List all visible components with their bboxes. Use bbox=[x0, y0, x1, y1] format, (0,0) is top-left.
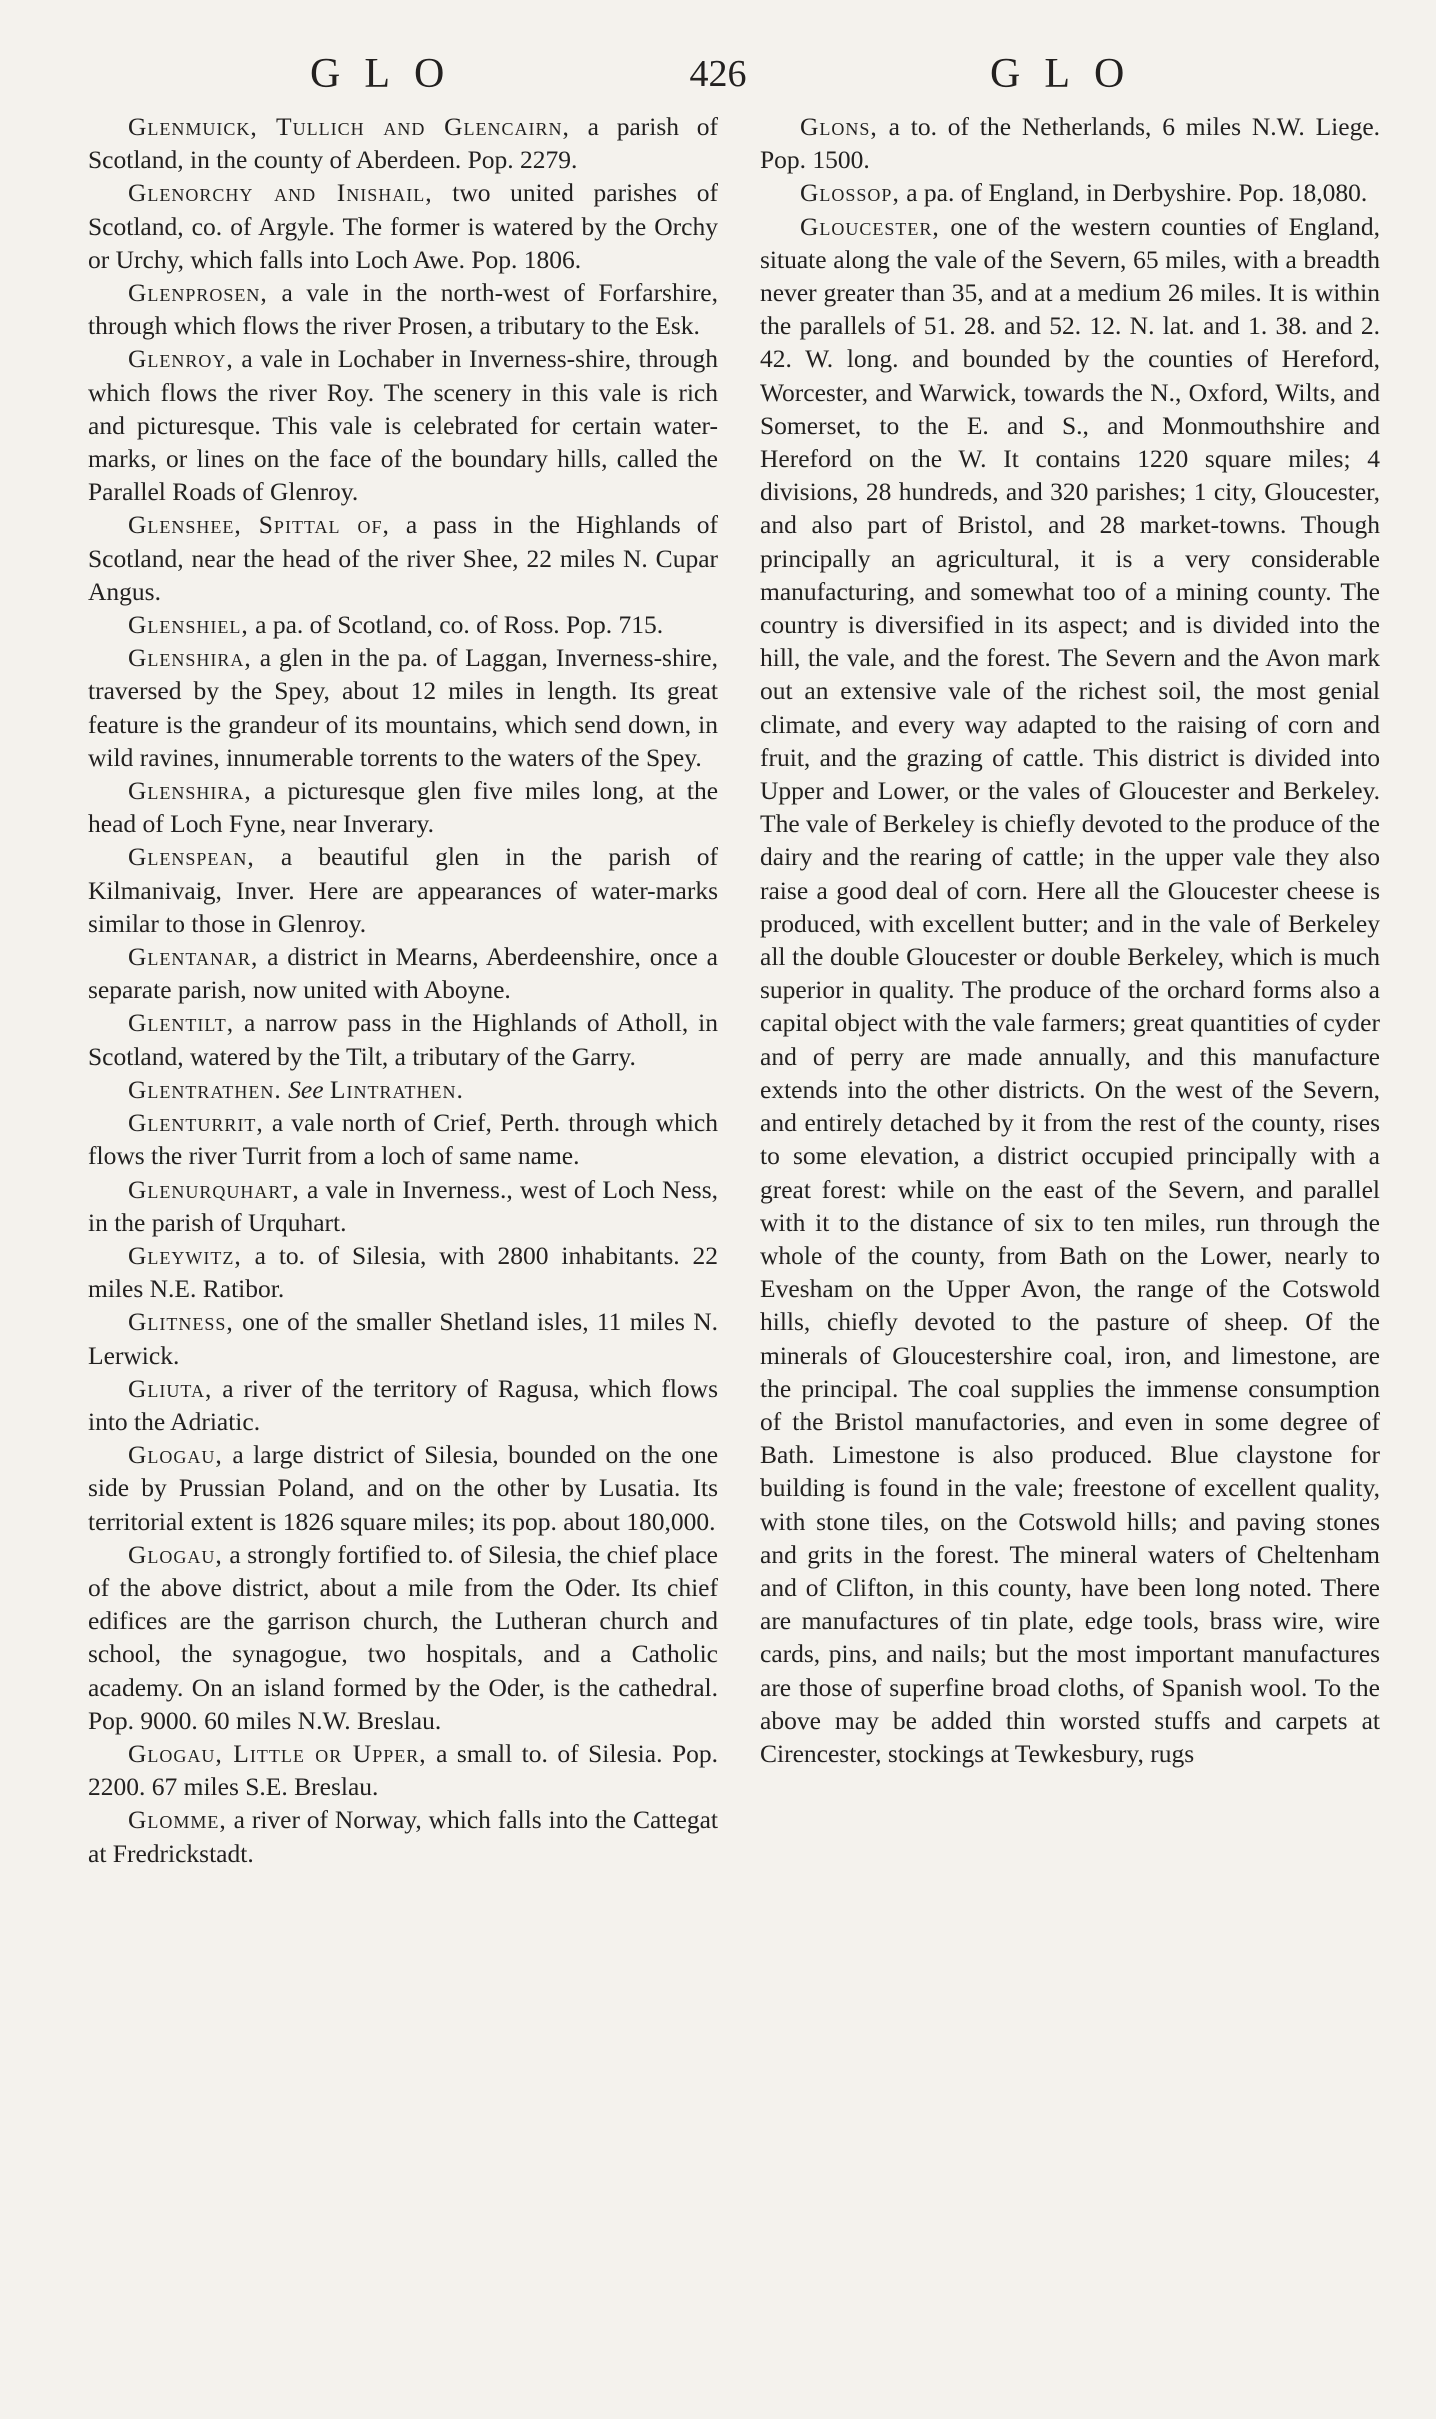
entry-headword: Glogau, bbox=[128, 1440, 223, 1470]
gazetteer-entry bbox=[88, 840, 718, 940]
gazetteer-entry bbox=[760, 210, 1380, 1771]
running-head-right: GLO bbox=[990, 51, 1149, 97]
entry-text: a vale in Lochaber in Inverness-shire, through which flows the river Roy. The scenery in this vale is rich and picturesque. This vale is celebrated for certain water-marks, or lines on the face of the boundary hills, called the Parallel Roads of Glenroy. bbox=[88, 344, 718, 507]
gazetteer-entry bbox=[88, 1372, 718, 1438]
entry-headword: Glenshee, Spittal of, bbox=[128, 510, 390, 540]
entry-text: a vale in the north-west of Forfarshire, through which flows the river Prosen, a tributary to the Esk. bbox=[88, 278, 719, 341]
entry-headword: Glenshiel, bbox=[128, 610, 249, 640]
gazetteer-entry bbox=[88, 940, 718, 1006]
entry-text: a narrow pass in the Highlands of Atholl, in Scotland, watered by the Tilt, a tributary of the Garry. bbox=[88, 1008, 718, 1071]
entry-headword: Glomme, bbox=[128, 1805, 227, 1835]
entry-text: a to. of Silesia, with 2800 inhabitants. 22 miles N.E. Ratibor. bbox=[88, 1240, 719, 1304]
page-number: 426 bbox=[689, 53, 747, 95]
gazetteer-entry bbox=[88, 1305, 718, 1371]
entry-text: one of the smaller Shetland isles, 11 miles N. Lerwick. bbox=[88, 1307, 718, 1370]
see-reference-target: Lintrathen. bbox=[329, 1074, 464, 1104]
gazetteer-entry bbox=[88, 641, 718, 774]
gazetteer-entry bbox=[760, 110, 1380, 176]
gazetteer-entry bbox=[88, 342, 718, 508]
gazetteer-entry bbox=[88, 1803, 718, 1869]
gazetteer-entry bbox=[88, 1538, 718, 1737]
entry-headword: Glogau, Little or Upper, bbox=[128, 1738, 427, 1768]
gazetteer-entry bbox=[88, 176, 718, 276]
entry-headword: Glenturrit, bbox=[128, 1108, 264, 1138]
gazetteer-entry bbox=[88, 1106, 718, 1172]
entry-headword: Glenorchy and Inishail, bbox=[128, 178, 433, 208]
see-reference-label: See bbox=[288, 1074, 324, 1104]
entry-text: a pa. of England, in Derbyshire. Pop. 18,080. bbox=[906, 178, 1368, 208]
entry-headword: Glenurquhart, bbox=[128, 1174, 300, 1204]
gazetteer-entry bbox=[88, 1006, 718, 1072]
entry-headword: Glenroy, bbox=[128, 344, 234, 374]
gazetteer-entry bbox=[88, 1073, 718, 1106]
entry-text: a river of the territory of Ragusa, which flows into the Adriatic. bbox=[88, 1373, 718, 1436]
entry-text: a large district of Silesia, bounded on the one side by Prussian Poland, and on the other by Lusatia. Its territorial extent is 1826 square miles; its pop. about 180,000. bbox=[88, 1440, 719, 1536]
entry-headword: Gliuta, bbox=[128, 1373, 213, 1403]
entry-text: a strongly fortified to. of Silesia, the chief place of the above district, about a mile from the Oder. Its chief edifices are the garrison church, the Lutheran church and school, the synagogue, two hospitals, and a Catholic academy. On an island formed by the Oder, is the cathedral. Pop. 9000. 60 miles N.W. Breslau. bbox=[88, 1539, 718, 1735]
gazetteer-entry bbox=[760, 176, 1380, 209]
gazetteer-entry bbox=[88, 774, 718, 840]
entry-headword: Glons, bbox=[800, 112, 878, 141]
entry-headword: Glentrathen. bbox=[128, 1074, 282, 1104]
page-header bbox=[0, 48, 1436, 100]
entry-text: a district in Mearns, Aberdeenshire, once a separate parish, now united with Aboyne. bbox=[88, 942, 719, 1005]
entry-headword: Glitness, bbox=[128, 1307, 234, 1337]
right-column bbox=[760, 110, 1380, 1770]
entry-headword: Glenspean, bbox=[128, 842, 255, 872]
gazetteer-entry bbox=[88, 1737, 718, 1803]
entry-headword: Glentilt, bbox=[128, 1008, 235, 1038]
entry-headword: Glossop, bbox=[800, 178, 900, 208]
entry-headword: Gloucester, bbox=[800, 211, 940, 241]
entry-headword: Glogau, bbox=[128, 1539, 223, 1569]
gazetteer-entry bbox=[88, 1239, 718, 1305]
gazetteer-entry bbox=[88, 276, 718, 342]
entry-text: a parish of Scotland, in the county of Aberdeen. Pop. 2279. bbox=[88, 112, 718, 175]
gazetteer-entry bbox=[88, 1173, 718, 1239]
entry-text: a small to. of Silesia. Pop. 2200. 67 miles S.E. Breslau. bbox=[88, 1738, 719, 1802]
entry-text: a glen in the pa. of Laggan, Inverness-shire, traversed by the Spey, about 12 miles in length. Its great feature is the grandeur of its mountains, which send down, in wild ravines, innumerable torrents to the waters of the Spey. bbox=[88, 643, 718, 772]
entry-headword: Glenprosen, bbox=[128, 278, 268, 308]
entry-text: a vale in Inverness., west of Loch Ness, in the parish of Urquhart. bbox=[88, 1174, 718, 1237]
gazetteer-entry bbox=[88, 1438, 718, 1538]
entry-text: one of the western counties of England, situate along the vale of the Severn, 65 miles, with a breadth never greater than 35, and at a medium 26 miles. It is within the parallels of 51. 28. and 52. 12. N. lat. and 1. 38. and 2. 42. W. long. and bounded by the counties of Hereford, Worcester, and Warwick, towards the N., Oxford, Wilts, and Somerset, to the E. and S., and Monmouthshire and Hereford on the W. It contains 1220 square miles; 4 divisions, 28 hundreds, and 320 parishes; 1 city, Gloucester, and also part of Bristol, and 28 market-towns. Though principally an agricultural, it is a very considerable manufacturing, and somewhat too of a mining county. The country is diversified in its aspect; and is divided into the hill, the vale, and the forest. The Severn and the Avon mark out an extensive vale of the richest soil, the most genial climate, and every way adapted to the raising of corn and fruit, and the grazing of cattle. This district is divided into Upper and Lower, or the vales of Gloucester and Berkeley. The vale of Berkeley is chiefly devoted to the produce of the dairy and the rearing of cattle; in the upper vale they also raise a good deal of corn. Here all the Gloucester cheese is produced, with excellent butter; and in the vale of Berkeley all the double Gloucester or double Berkeley, which is much superior in quality. The produce of the orchard forms also a capital object with the vale farmers; great quantities of cyder and of perry are made annually, and this manufacture extends into the other districts. On the west of the Severn, and entirely detached by it from the rest of the county, rises to some elevation, a district occupied principally with a great forest: while on the east of the Severn, and parallel with it to the distance of six to ten miles, run through the whole of the county, from Bath on the Lower, nearly to Evesham on the Upper Avon, the range of the Cotswold hills, chiefly devoted to the pasture of sheep. Of the minerals of Gloucestershire coal, iron, and limestone, are the principal. The coal supplies the immense consumption of the Bristol manufactories, and even in some degree of Bath. Limestone is also produced. Blue claystone for building is found in the vale; freestone of excellent quality, with stone tiles, on the Cotswold hills; and paving stones and grits in the forest. The mineral waters of Cheltenham and of Clifton, in this county, have been long noted. There are manufactures of tin plate, edge tools, brass wire, wire cards, pins, and nails; but the most important manufactures are those of superfine broad cloths, of Spanish wool. To the above may be added thin worsted stuffs and carpets at Cirencester, stockings at Tewkesbury, rugs bbox=[760, 211, 1381, 1768]
running-head-left: GLO bbox=[310, 51, 469, 97]
entry-headword: Gleywitz, bbox=[128, 1240, 242, 1270]
entry-headword: Glentanar, bbox=[128, 942, 259, 972]
entry-text: a pass in the Highlands of Scotland, near the head of the river Shee, 22 miles N. Cupar Angus. bbox=[88, 510, 718, 606]
gazetteer-entry bbox=[88, 110, 718, 176]
gazetteer-entry bbox=[88, 608, 718, 641]
entry-text: a vale north of Crief, Perth. through which flows the river Turrit from a loch of same name. bbox=[88, 1108, 718, 1171]
entry-headword: Glenshira, bbox=[128, 643, 252, 673]
entry-text: a beautiful glen in the parish of Kilmanivaig, Inver. Here are appearances of water-marks similar to those in Glenroy. bbox=[88, 842, 719, 938]
entry-text: two united parishes of Scotland, co. of Argyle. The former is watered by the Orchy or Urchy, which falls into Loch Awe. Pop. 1806. bbox=[88, 178, 718, 274]
entry-text: a river of Norway, which falls into the Cattegat at Fredrickstadt. bbox=[88, 1805, 718, 1868]
entry-text: a pa. of Scotland, co. of Ross. Pop. 715. bbox=[255, 610, 664, 640]
entry-headword: Glenshira, bbox=[128, 776, 252, 806]
left-column bbox=[88, 110, 718, 1870]
entry-text: a to. of the Netherlands, 6 miles N.W. Liege. Pop. 1500. bbox=[760, 112, 1381, 175]
gazetteer-entry bbox=[88, 508, 718, 608]
entry-headword: Glenmuick, Tullich and Glencairn, bbox=[128, 112, 570, 141]
entry-text: a picturesque glen five miles long, at the head of Loch Fyne, near Inverary. bbox=[88, 776, 719, 839]
